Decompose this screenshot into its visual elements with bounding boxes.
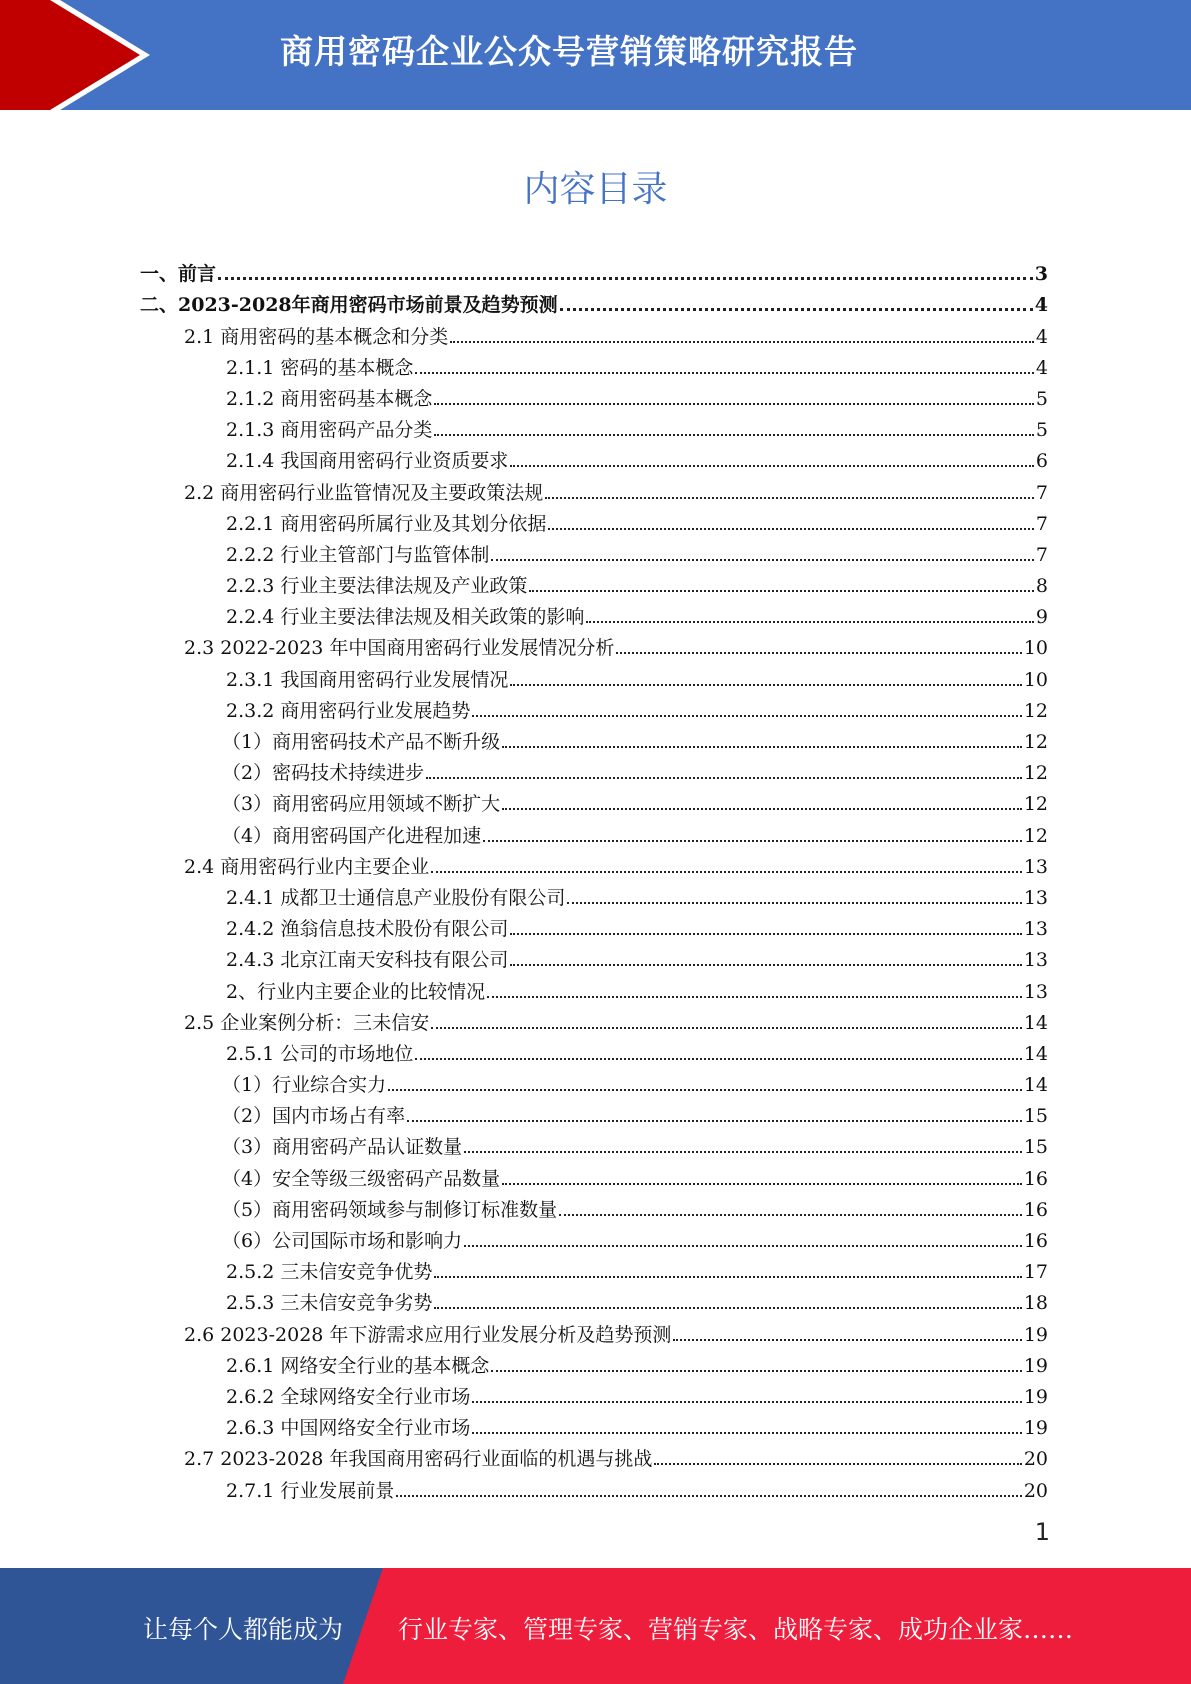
toc-entry[interactable] [140,878,1048,909]
toc-entry-page: 13 [1023,980,1048,1003]
toc-entry-label: （1）商用密码技术产品不断升级 [222,731,501,753]
toc-entry[interactable] [140,1065,1048,1096]
toc-entry[interactable] [140,597,1048,628]
toc-entry-label: 2.2.2 行业主管部门与监管体制 [226,543,490,566]
toc-entry-page: 16 [1023,1230,1048,1252]
toc-dot-leader [464,1230,1022,1252]
toc-entry-label: 2.6 2023-2028 年下游需求应用行业发展分析及趋势预测 [184,1323,672,1346]
toc-dot-leader [434,388,1034,410]
toc-entry-label: （2）密码技术持续进步 [222,762,425,785]
toc-entry-label: 2、行业内主要企业的比较情况 [226,980,486,1003]
toc-entry-label: 2.6.1 网络安全行业的基本概念 [226,1354,490,1377]
toc-dot-leader [510,669,1021,691]
toc-entry-label: 2.1.2 商用密码基本概念 [226,387,433,410]
toc-entry-page: 3 [1034,263,1048,286]
toc-entry[interactable] [140,847,1048,878]
toc-dot-leader [510,918,1021,940]
toc-dot-leader [464,1136,1022,1158]
toc-entry-page: 17 [1023,1261,1048,1284]
toc-entry-label: 2.5.2 三未信安竞争优势 [226,1261,433,1284]
toc-entry-label: 2.1 商用密码的基本概念和分类 [184,325,449,348]
toc-entry-label: 2.2.4 行业主要法律法规及相关政策的影响 [226,606,585,629]
toc-entry-page: 13 [1023,949,1048,972]
toc-dot-leader [415,357,1034,379]
toc-dot-leader [510,949,1021,971]
toc-entry-label: 二、2023-2028年商用密码市场前景及趋势预测 [140,294,558,317]
toc-dot-leader [472,1417,1021,1439]
toc-dot-leader [426,762,1022,784]
toc-entry[interactable] [140,815,1048,846]
toc-entry-page: 6 [1035,450,1048,473]
toc-entry[interactable] [140,1283,1048,1314]
toc-dot-leader [388,1074,1022,1096]
toc-entry-label: 2.5.3 三未信安竞争劣势 [226,1292,433,1315]
toc-dot-leader [545,482,1034,504]
toc-entry-label: （6）公司国际市场和影响力 [222,1230,463,1252]
toc-entry[interactable] [140,1034,1048,1065]
toc-entry-page: 12 [1023,731,1048,753]
toc-entry-page: 14 [1023,1011,1048,1034]
toc-entry[interactable] [140,1314,1048,1345]
toc-entry-label: 2.7 2023-2028 年我国商用密码行业面临的机遇与挑战 [184,1448,653,1471]
toc-entry-page: 19 [1023,1354,1048,1377]
toc-entry-page: 20 [1023,1448,1048,1471]
toc-entry-page: 20 [1023,1479,1048,1502]
toc-entry-page: 7 [1035,543,1048,566]
toc-entry-label: 2.5.1 公司的市场地位 [226,1042,414,1065]
toc-dot-leader [616,637,1021,659]
toc-entry-page: 19 [1023,1385,1048,1408]
toc-entry-page: 12 [1023,699,1048,722]
toc-entry-page: 10 [1023,637,1048,660]
toc-entry-label: 2.5 企业案例分析：三未信安 [184,1011,430,1034]
toc-entry[interactable] [140,316,1048,347]
toc-entry-label: 2.6.2 全球网络安全行业市场 [226,1385,471,1408]
toc-dot-leader [434,1292,1021,1314]
toc-entry-label: 2.4 商用密码行业内主要企业 [184,855,430,878]
toc-entry-page: 16 [1023,1198,1048,1221]
toc-entry[interactable] [140,1470,1048,1501]
toc-entry-page: 19 [1023,1323,1048,1346]
toc-dot-leader [529,575,1034,597]
toc-entry-label: 2.2.3 行业主要法律法规及产业政策 [226,575,528,598]
toc-entry-page: 19 [1023,1417,1048,1440]
toc-entry[interactable] [140,659,1048,690]
toc-dot-leader [407,1105,1022,1127]
toc-dot-leader [673,1324,1021,1346]
toc-entry-label: 2.1.1 密码的基本概念 [226,356,414,379]
toc-dot-leader [510,450,1034,472]
toc-dot-leader [487,981,1022,1003]
toc-entry-page: 4 [1035,356,1048,379]
page-number: 1 [1034,1518,1050,1546]
toc-entry-page: 16 [1023,1167,1048,1190]
toc-entry-page: 12 [1023,762,1048,785]
toc-entry-label: 2.2 商用密码行业监管情况及主要政策法规 [184,481,544,504]
toc-dot-leader [450,326,1034,348]
toc-entry-label: （4）商用密码国产化进程加速 [222,824,482,847]
toc-dot-leader [396,1480,1021,1502]
toc-entry-page: 10 [1023,668,1048,691]
toc-entry-label: 2.3.1 我国商用密码行业发展情况 [226,668,509,691]
toc-dot-leader [491,1355,1021,1377]
toc-entry-page: 5 [1035,387,1048,410]
toc-dot-leader [434,419,1034,441]
toc-entry-page: 4 [1035,325,1048,348]
toc-entry[interactable] [140,1439,1048,1470]
toc-entry[interactable] [140,971,1048,1002]
toc-dot-leader [431,856,1022,878]
toc-heading: 内容目录 [523,169,668,210]
toc-dot-leader [434,1261,1021,1283]
toc-entry[interactable] [140,722,1048,753]
report-title: 商用密码企业公众号营销策略研究报告 [280,32,858,71]
toc-dot-leader [415,1043,1021,1065]
toc-entry[interactable] [140,285,1048,316]
toc-dot-leader [560,294,1033,316]
toc-entry-label: 2.2.1 商用密码所属行业及其划分依据 [226,512,547,535]
toc-entry[interactable] [140,691,1048,722]
toc-entry-label: （1）行业综合实力 [222,1074,387,1097]
toc-entry[interactable] [140,254,1048,285]
toc-entry-page: 13 [1023,918,1048,941]
toc-entry[interactable] [140,1221,1048,1252]
toc-dot-leader [502,793,1022,815]
table-of-contents [140,254,1048,1502]
toc-entry-label: 2.4.3 北京江南天安科技有限公司 [226,949,509,972]
toc-entry-label: 2.1.3 商用密码产品分类 [226,419,433,442]
toc-entry[interactable] [140,940,1048,971]
toc-entry[interactable] [140,566,1048,597]
toc-entry[interactable] [140,753,1048,784]
toc-entry-page: 8 [1035,575,1048,598]
toc-entry-page: 4 [1034,294,1048,317]
toc-entry-page: 14 [1023,1074,1048,1097]
toc-entry[interactable] [140,348,1048,379]
toc-entry-label: 2.3 2022-2023 年中国商用密码行业发展情况分析 [184,637,615,660]
toc-entry-label: （3）商用密码应用领域不断扩大 [222,793,501,816]
toc-dot-leader [431,1012,1022,1034]
toc-entry[interactable] [140,628,1048,659]
toc-dot-leader [472,1386,1021,1408]
toc-entry[interactable] [140,1346,1048,1377]
toc-dot-leader [654,1448,1021,1470]
toc-dot-leader [567,887,1021,909]
toc-dot-leader [472,700,1021,722]
toc-entry-page: 14 [1023,1042,1048,1065]
toc-dot-leader [491,544,1034,566]
toc-entry-page: 13 [1023,886,1048,909]
toc-entry[interactable] [140,1252,1048,1283]
footer-banner [0,1568,1191,1684]
toc-entry[interactable] [140,1127,1048,1158]
footer-slogan-left: 让每个人都能成为 [143,1615,344,1644]
toc-entry[interactable] [140,1158,1048,1189]
toc-entry-label: 2.1.4 我国商用密码行业资质要求 [226,450,509,473]
toc-entry-page: 7 [1035,512,1048,535]
toc-dot-leader [483,825,1022,847]
toc-entry[interactable] [140,1096,1048,1127]
toc-entry-page: 18 [1023,1292,1048,1315]
footer-slogan-right: 行业专家、管理专家、营销专家、战略专家、成功企业家…… [398,1615,1074,1644]
toc-entry-page: 13 [1023,855,1048,878]
toc-dot-leader [502,1168,1022,1190]
toc-entry[interactable] [140,1377,1048,1408]
toc-entry-label: 一、前言 [140,263,217,286]
toc-dot-leader [548,513,1034,535]
toc-entry[interactable] [140,535,1048,566]
toc-entry-page: 7 [1035,481,1048,504]
toc-entry-label: 2.7.1 行业发展前景 [226,1479,395,1502]
toc-entry[interactable] [140,472,1048,503]
toc-entry[interactable] [140,504,1048,535]
toc-entry[interactable] [140,909,1048,940]
toc-entry[interactable] [140,784,1048,815]
toc-entry-page: 9 [1035,606,1048,629]
toc-entry-page: 5 [1035,419,1048,442]
toc-entry-page: 12 [1023,793,1048,816]
toc-entry-label: 2.3.2 商用密码行业发展趋势 [226,699,471,722]
toc-entry-label: 2.4.2 渔翁信息技术股份有限公司 [226,918,509,941]
toc-entry[interactable] [140,379,1048,410]
toc-dot-leader [218,263,1033,285]
toc-entry[interactable] [140,1408,1048,1439]
toc-dot-leader [502,731,1022,753]
toc-dot-leader [586,606,1034,628]
toc-entry-page: 15 [1023,1136,1048,1159]
toc-entry[interactable] [140,1190,1048,1221]
toc-dot-leader [559,1199,1022,1221]
toc-entry-page: 12 [1023,824,1048,847]
toc-entry-label: （2）国内市场占有率 [222,1105,406,1128]
toc-entry-label: 2.6.3 中国网络安全行业市场 [226,1417,471,1440]
toc-entry-page: 15 [1023,1105,1048,1128]
header-banner [0,0,1191,110]
toc-entry-label: （4）安全等级三级密码产品数量 [222,1167,501,1190]
toc-entry[interactable] [140,441,1048,472]
toc-entry-label: 2.4.1 成都卫士通信息产业股份有限公司 [226,886,566,909]
toc-entry[interactable] [140,410,1048,441]
toc-entry-label: （5）商用密码领域参与制修订标准数量 [222,1198,558,1221]
toc-entry[interactable] [140,1003,1048,1034]
toc-entry-label: （3）商用密码产品认证数量 [222,1136,463,1159]
